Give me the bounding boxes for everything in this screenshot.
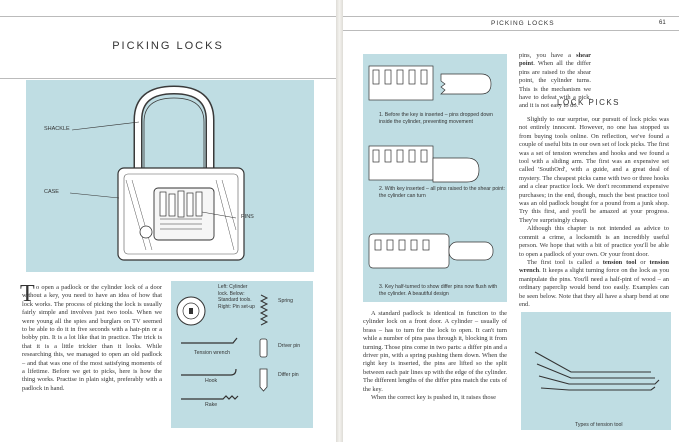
padlock-cutaway-diagram	[26, 80, 314, 272]
padlock-illustration-panel	[26, 80, 314, 272]
lock-picks-heading: LOCK PICKS	[557, 98, 621, 107]
key-caption-1: 1. Before the key is inserted – pins dropped down inside the cylinder, preventing movement	[379, 112, 493, 125]
intro-body-text: o open a padlock or the cylinder lock of a door without a key, you need to have an idea of how that lock works. The process of picking the lock is usually fairly simple and involves just two tools. When we were young all the spies and burglars on TV seemed to be able to do it in five seconds with a hair-pin or a bobby pin. It is a lot like that in practice. The trick is that it is a little trickier than it looks. While researching this, we managed to open an old padlock – and that was one of the most satisfying moments of a lifetime. Before we get to picks, here is how the thing works. Practise in plain sight, preferably with a padlock in hand.	[22, 284, 162, 392]
shackle-label: SHACKLE	[44, 126, 70, 132]
key-caption-2: 2. With key inserted – all pins raised to the shear point: the cylinder can turn	[379, 186, 506, 199]
col3-text: Slightly to our surprise, our pursuit of lock picks was not entirely innocent. However, no one has stopped us from buying tools online. On reflection, we've found a couple of useful bits in our own set of lock picks. The first was a set of tension wrenches and hooks and we found a tool with a sliding arm. The first was an expensive set called 'SouthOrd', with a guide, and a great deal of mystery. The cheapest picks came with two or three hooks and a clear practice lock. We don't recommend expensive purchases; in the end, though, much the best practice tool was an old padlock bought for a pound from a junk shop. Try this first, and you'll be amazed at your progress. They're surprisingly cheap. Although this chapter is not intended as advice to commit a crime, a locksmith is an incredibly useful person. We hope that with a bit of practice you'll be able to open a padlock of your own. Or your front door. The first tool is called a tension tool or tension wrench. It keeps a slight turning force on the lock as you manipulate the pins. You'll need a half-pint of wood – an ordinary paperclip would bend too easily. Examples can be seen below. Note that they all have a sharp bend at one end.	[519, 116, 669, 308]
cylinder-half-turned	[369, 234, 493, 268]
differ-pin-label: Differ pin	[278, 372, 299, 378]
tension-tool-caption: Types of tension tool	[575, 422, 623, 428]
title-rule	[0, 78, 336, 79]
tension-wrench-label: Tension wrench	[194, 350, 231, 356]
drop-cap: T	[20, 281, 35, 307]
col2-bottom-text: A standard padlock is identical in function to the cylinder lock on a front door. A cylinder – usually of brass – has to turn for the lock to open. It can't turn while a number of pins pass through it, blocking it from turning. Those pins come in two parts: a differ pin and a driver pin, with a spring pushing them down. When the right key is inserted, the pins are lifted so the split between each pair lines up with the edge of the cylinder. The different lengths of the differ pins match the cuts of the key. When the correct key is pushed in, it raises those	[363, 310, 507, 402]
cylinder-with-key	[369, 146, 479, 182]
cylinder-lock-caption: Left: Cylinder lock. Below: Standard tools. Right: Pin set-up	[218, 284, 255, 310]
tension-tools-diagram	[521, 312, 671, 430]
col2-top-text: pins, you have a shear point. When all the differ pins are raised to the shear point, the cylinder turns. This is the mechanism we have to defeat with a pick, and it is not easy to do.	[519, 52, 591, 110]
pins-label: PINS	[241, 214, 254, 220]
tension-tools-panel	[521, 312, 671, 430]
top-rule	[0, 16, 336, 17]
running-header: PICKING LOCKS	[491, 20, 555, 27]
header-rule	[343, 16, 679, 17]
header-rule-2	[343, 30, 679, 31]
page-number: 61	[659, 20, 666, 26]
key-caption-3: 3. Key half-turned to show differ pins now flush with the cylinder. A beautiful design	[379, 284, 498, 297]
right-page	[343, 0, 679, 442]
case-label: CASE	[44, 189, 59, 195]
left-page	[0, 0, 336, 442]
page-title: PICKING LOCKS	[112, 40, 224, 52]
hook-label: Hook	[205, 378, 218, 384]
key-cylinder-panel	[363, 54, 507, 302]
rake-label: Rake	[205, 402, 218, 408]
driver-pin-label: Driver pin	[278, 343, 301, 349]
spring-label: Spring	[278, 298, 293, 304]
cylinder-before-key	[369, 66, 491, 100]
cylinder-key-diagrams	[363, 54, 507, 302]
book-gutter	[336, 0, 343, 442]
